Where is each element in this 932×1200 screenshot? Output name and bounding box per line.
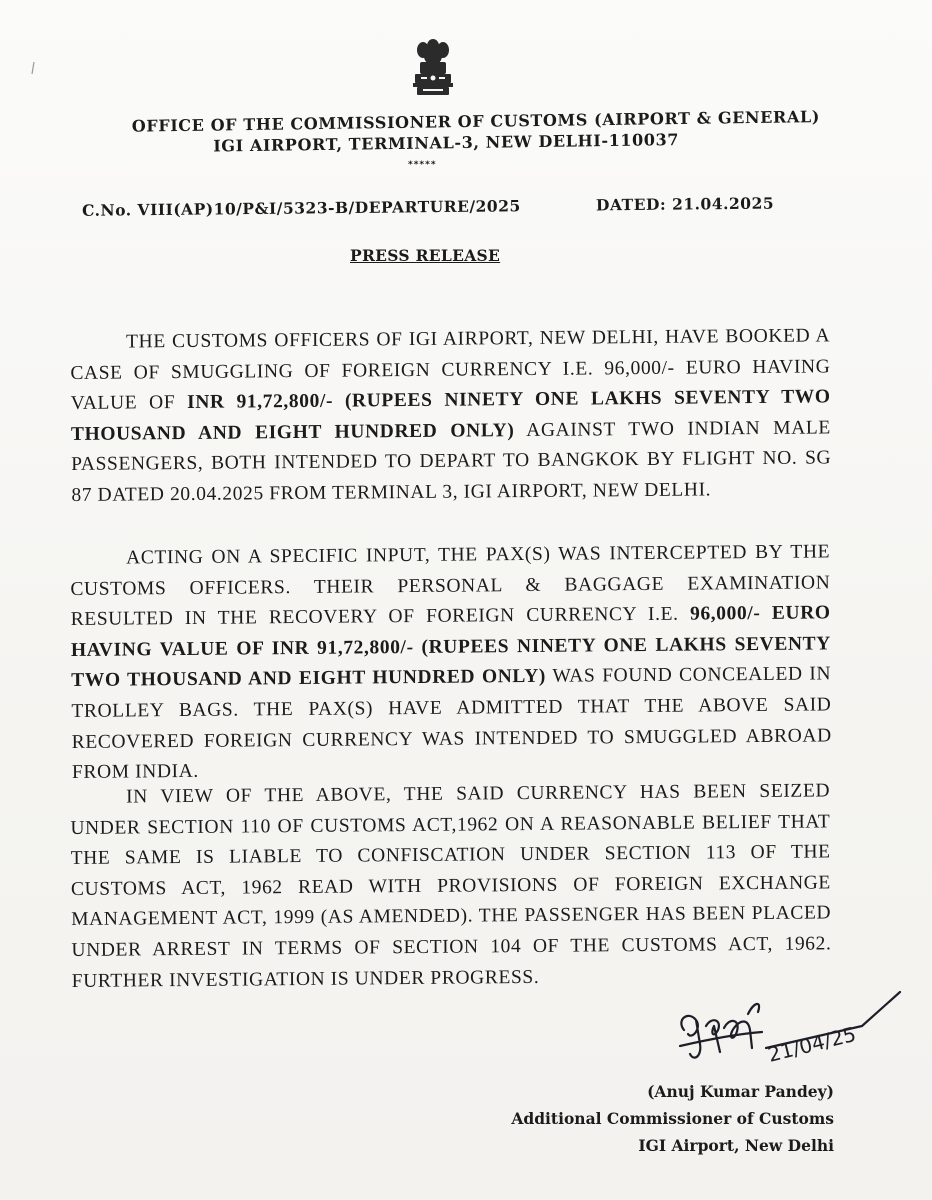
paragraph-3-text: IN VIEW OF THE ABOVE, THE SAID CURRENCY HAS BEEN SEIZED UNDER SECTION 110 OF CUSTOMS ACT,1962 ON A REASONABLE BELIEF THAT THE SAME IS LIABLE TO CONFISCATION UNDER SECTION 113 OF THE CUSTOMS ACT, 1962 READ WITH PROVISIONS OF FOREIGN EXCHANGE MANAGEMENT ACT, 1999 (AS AMENDED). THE PASSENGER HAS BEEN PLACED UNDER ARREST IN TERMS OF SECTION 104 OF THE CUSTOMS ACT, 1962. FURTHER INVESTIGATION IS UNDER PROGRESS. bbox=[70, 780, 832, 992]
signatory-location: IGI Airport, New Delhi bbox=[638, 1136, 834, 1155]
document-title: PRESS RELEASE bbox=[350, 246, 501, 265]
office-heading bbox=[0, 105, 932, 158]
paragraph-1-text-b: AGAINST TWO INDIAN MALE PASSENGERS, BOTH INTENDED TO DEPART TO BANGKOK BY FLIGHT NO. SG 87 DATED 20.04.2025 FROM TERMINAL 3, IGI AIRPORT, NEW DELHI. bbox=[71, 417, 832, 506]
separator-stars: ***** bbox=[408, 160, 437, 170]
national-emblem-icon bbox=[405, 36, 461, 100]
reference-line bbox=[82, 193, 812, 220]
office-line-1: OFFICE OF THE COMMISSIONER OF CUSTOMS (AIRPORT & GENERAL) bbox=[131, 107, 821, 136]
paragraph-2-bold-amount: 96,000/- EURO HAVING VALUE OF INR 91,72,800/- (RUPEES NINETY ONE LAKHS SEVENTY TWO THOUSAND AND EIGHT HUNDRED ONLY) bbox=[70, 602, 831, 692]
handwritten-signature bbox=[666, 990, 906, 1082]
paragraph-1-bold-amount: INR 91,72,800/- (RUPEES NINETY ONE LAKHS SEVENTY TWO THOUSAND AND EIGHT HUNDRED ONLY) bbox=[70, 386, 831, 445]
signature-date: 21/04/25 bbox=[765, 1021, 859, 1067]
paragraph-1-text-a: THE CUSTOMS OFFICERS OF IGI AIRPORT, NEW DELHI, HAVE BOOKED A CASE OF SMUGGLING OF FOREIGN CURRENCY I.E. 96,000/- EURO HAVING VALUE OF bbox=[70, 325, 831, 415]
paragraph-3 bbox=[70, 776, 832, 997]
signatory-designation: Additional Commissioner of Customs bbox=[511, 1109, 834, 1128]
paragraph-2 bbox=[70, 537, 832, 788]
reference-date: DATED: 21.04.2025 bbox=[595, 193, 775, 215]
paragraph-2-text-b: WAS FOUND CONCEALED IN TROLLEY BAGS. THE PAX(S) HAVE ADMITTED THAT THE ABOVE SAID RECOVERED FOREIGN CURRENCY WAS INTENDED TO SMUGGLED ABROAD FROM INDIA. bbox=[71, 663, 832, 784]
signatory-name: (Anuj Kumar Pandey) bbox=[647, 1082, 834, 1101]
office-line-2: IGI AIRPORT, TERMINAL-3, NEW DELHI-110037 bbox=[213, 130, 680, 156]
signatory-block bbox=[434, 1078, 834, 1159]
scan-mark bbox=[30, 60, 36, 74]
reference-number: C.No. VIII(AP)10/P&I/5323-B/DEPARTURE/2025 bbox=[81, 196, 521, 220]
paragraph-2-text-a: ACTING ON A SPECIFIC INPUT, THE PAX(S) WAS INTERCEPTED BY THE CUSTOMS OFFICERS. THEIR PERSONAL & BAGGAGE EXAMINATION RESULTED IN THE RECOVERY OF FOREIGN CURRENCY I.E. bbox=[70, 541, 831, 631]
paragraph-1 bbox=[70, 321, 832, 511]
